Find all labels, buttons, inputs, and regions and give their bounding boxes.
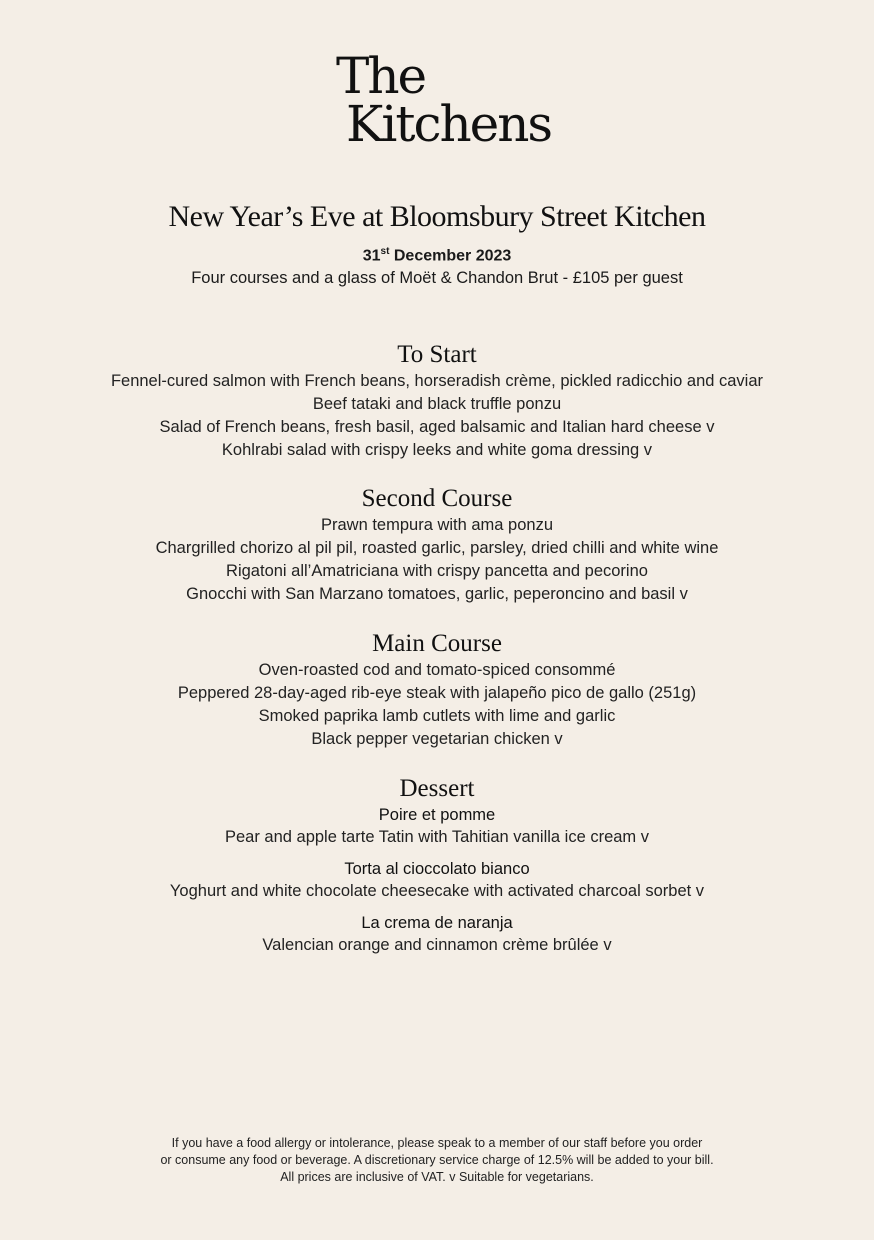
to-start-section	[0, 340, 874, 462]
dessert-description: Pear and apple tarte Tatin with Tahitian vanilla ice cream v	[224, 828, 650, 846]
event-date-day: 31	[362, 247, 381, 265]
footer-line: All prices are inclusive of VAT. v Suitable for vegetarians.	[280, 1170, 594, 1184]
event-title: New Year’s Eve at Bloomsbury Street Kitchen	[168, 200, 706, 233]
menu-item: Salad of French beans, fresh basil, aged balsamic and Italian hard cheese v	[159, 418, 715, 436]
logo-line-2: Kitchens	[346, 95, 552, 153]
menu-item: Kohlrabi salad with crispy leeks and white goma dressing v	[221, 441, 653, 459]
dessert-description: Valencian orange and cinnamon crème brûlée v	[262, 936, 612, 954]
event-date-rest: December 2023	[389, 247, 512, 265]
dessert-heading: Dessert	[399, 775, 475, 802]
dessert-section	[0, 774, 874, 966]
dessert-description: Yoghurt and white chocolate cheesecake with activated charcoal sorbet v	[169, 882, 705, 900]
main-course-heading: Main Course	[372, 630, 502, 657]
event-date	[0, 246, 874, 265]
menu-item: Prawn tempura with ama ponzu	[320, 516, 554, 534]
second-course-heading: Second Course	[361, 485, 513, 512]
footer-line: If you have a food allergy or intolerance, please speak to a member of our staff before you order	[171, 1136, 703, 1150]
dessert-name: La crema de naranja	[361, 914, 513, 932]
dessert-name: Poire et pomme	[378, 806, 496, 824]
event-date-suffix: st	[380, 246, 390, 257]
restaurant-logo	[336, 47, 552, 153]
second-course-section	[0, 484, 874, 606]
main-course-section	[0, 629, 874, 751]
menu-item: Black pepper vegetarian chicken v	[311, 730, 563, 748]
logo-line-1: The	[336, 47, 426, 105]
menu-item: Gnocchi with San Marzano tomatoes, garlic, peperoncino and basil v	[186, 585, 688, 603]
menu-item: Rigatoni all’Amatriciana with crispy pancetta and pecorino	[226, 562, 648, 580]
footer-line: or consume any food or beverage. A discretionary service charge of 12.5% will be added to your bill.	[160, 1153, 714, 1167]
menu-item: Smoked paprika lamb cutlets with lime and garlic	[258, 707, 616, 725]
event-offer: Four courses and a glass of Moët & Chandon Brut - £105 per guest	[191, 269, 683, 287]
dessert-name: Torta al cioccolato bianco	[344, 860, 530, 878]
menu-item: Chargrilled chorizo al pil pil, roasted garlic, parsley, dried chilli and white wine	[155, 539, 719, 557]
menu-item: Peppered 28-day-aged rib-eye steak with jalapeño pico de gallo (251g)	[177, 684, 697, 702]
allergy-notice	[0, 1135, 874, 1186]
menu-item: Beef tataki and black truffle ponzu	[312, 395, 562, 413]
to-start-heading: To Start	[397, 341, 477, 368]
menu-item: Oven-roasted cod and tomato-spiced consommé	[258, 661, 616, 679]
menu-item: Fennel-cured salmon with French beans, horseradish crème, pickled radicchio and caviar	[110, 372, 764, 390]
